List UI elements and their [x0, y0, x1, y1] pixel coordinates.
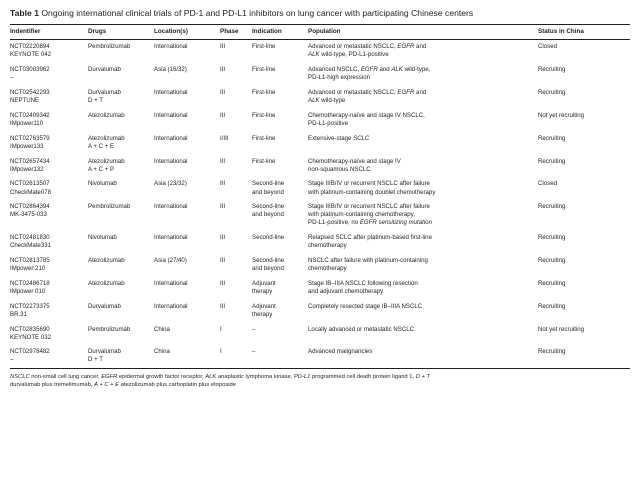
- cell-line: [308, 211, 534, 219]
- cell-identifier: [10, 86, 88, 109]
- identifier-line: NCT02613507: [10, 180, 50, 188]
- location-line: China: [154, 348, 170, 356]
- cell-status: Recruiting: [538, 302, 566, 310]
- plain-text: Chemotherapy-naïve and stage IV NSCLC,: [308, 111, 425, 119]
- emphasis-text: EGFR sensitizing mutation: [359, 219, 432, 227]
- indication-line: therapy: [252, 310, 273, 318]
- cell-population: [308, 299, 538, 322]
- cell-identifier: [10, 299, 88, 322]
- cell-line: [308, 158, 534, 166]
- plain-text: Relapsed SCLC after platinum-based first-line: [308, 234, 432, 242]
- cell-indication: [252, 277, 308, 300]
- cell-line: [308, 89, 534, 97]
- indication-line: Second-line: [252, 180, 285, 188]
- plain-text: with platinum-containing doublet chemotherapy: [308, 188, 436, 196]
- location-line: Asia (16/32): [154, 66, 187, 74]
- cell-phase: III: [220, 43, 226, 51]
- drug-line: Atezolizumab: [88, 134, 125, 142]
- cell-indication: [252, 299, 308, 322]
- plain-text: wild-type,: [402, 66, 431, 74]
- drug-line: D + T: [88, 97, 103, 105]
- identifier-line: NCT03003962: [10, 66, 50, 74]
- emphasis-text: NSCLC: [10, 373, 30, 380]
- drug-line: Nivolumab: [88, 234, 117, 242]
- cell-indication: [252, 131, 308, 154]
- emphasis-text: ALK: [308, 97, 320, 105]
- cell-drugs: [88, 322, 154, 345]
- column-header-locations: Location(s): [154, 24, 220, 39]
- cell-line: [308, 51, 534, 59]
- cell-phase: III: [220, 180, 226, 188]
- plain-text: Stage IB–IIIA NSCLC following resection: [308, 279, 418, 287]
- cell-phase: III: [220, 302, 226, 310]
- cell-status: Recruiting: [538, 257, 566, 265]
- cell-line: [308, 303, 534, 311]
- emphasis-text: ALK: [308, 51, 320, 59]
- cell-line: [308, 288, 534, 296]
- cell-indication: [252, 322, 308, 345]
- plain-text: non-squamous NSCLC: [308, 165, 371, 173]
- cell-identifier: [10, 254, 88, 277]
- plain-text: with platinum-containing chemotherapy,: [308, 211, 415, 219]
- cell-status: Not yet recruiting: [538, 325, 585, 333]
- cell-drugs: [88, 277, 154, 300]
- cell-locations: [154, 131, 220, 154]
- cell-status: Recruiting: [538, 234, 566, 242]
- cell-line: [308, 280, 534, 288]
- drug-line: Pembrolizumab: [88, 203, 131, 211]
- cell-indication: [252, 40, 308, 63]
- cell-line: [308, 203, 534, 211]
- identifier-line: NCT02813785: [10, 257, 50, 265]
- location-line: International: [154, 203, 188, 211]
- cell-line: [308, 326, 534, 334]
- cell-phase: III: [220, 279, 226, 287]
- identifier-line: –: [10, 74, 14, 82]
- cell-indication: [252, 200, 308, 231]
- table-row: [10, 177, 630, 200]
- table-caption: [10, 8, 630, 19]
- cell-line: [308, 180, 534, 188]
- plain-text: non-small cell lung cancer,: [29, 373, 102, 380]
- emphasis-text: D + T: [415, 373, 431, 380]
- cell-indication: [252, 63, 308, 86]
- cell-indication: [252, 109, 308, 132]
- identifier-line: IMpower110: [10, 119, 44, 127]
- cell-indication: [252, 86, 308, 109]
- drug-line: Durvalumab: [88, 89, 121, 97]
- identifier-line: NCT02657434: [10, 157, 50, 165]
- table-row: [10, 86, 630, 109]
- column-header-identifier: Indentifier: [10, 24, 88, 39]
- cell-locations: [154, 345, 220, 368]
- indication-line: –: [252, 348, 256, 356]
- location-line: International: [154, 111, 188, 119]
- cell-phase: I: [220, 325, 222, 333]
- plain-text: Completely resected stage IB–IIIA NSCLC: [308, 302, 423, 310]
- cell-phase: III: [220, 157, 226, 165]
- identifier-line: NEPTUNE: [10, 97, 40, 105]
- identifier-line: NCT02864394: [10, 203, 50, 211]
- plain-text: Advanced malignancies: [308, 348, 373, 356]
- cell-line: [308, 97, 534, 105]
- table-footnotes: [10, 373, 630, 389]
- table-row: [10, 109, 630, 132]
- plain-text: and: [377, 66, 392, 74]
- cell-indication: [252, 177, 308, 200]
- identifier-line: CheckMate078: [10, 188, 51, 196]
- plain-text: Stage IIIB/IV or recurrent NSCLC after failure: [308, 180, 430, 188]
- cell-drugs: [88, 254, 154, 277]
- column-header-indication: Indication: [252, 24, 308, 39]
- plain-text: atezolizumab plus carboplatin plus etoposide: [119, 381, 236, 388]
- drug-line: D + T: [88, 356, 103, 364]
- location-line: International: [154, 302, 188, 310]
- plain-text: chemotherapy: [308, 265, 347, 273]
- drug-line: A + C + E: [88, 142, 115, 150]
- location-line: International: [154, 234, 188, 242]
- cell-identifier: [10, 200, 88, 231]
- cell-status: Recruiting: [538, 345, 630, 368]
- emphasis-text: EGFR: [360, 66, 378, 74]
- location-line: International: [154, 89, 188, 97]
- plain-text: programmed cell death protein ligand 1,: [310, 373, 416, 380]
- cell-line: [308, 219, 534, 227]
- cell-population: [308, 63, 538, 86]
- cell-indication: [252, 231, 308, 254]
- location-line: International: [154, 134, 188, 142]
- indication-line: First-line: [252, 111, 276, 119]
- cell-line: [308, 257, 534, 265]
- table-header-row: [10, 24, 630, 39]
- identifier-line: NCT02481830: [10, 234, 50, 242]
- emphasis-text: EGFR: [397, 43, 415, 51]
- plain-text: chemotherapy: [308, 242, 347, 250]
- cell-line: [308, 120, 534, 128]
- table-row: [10, 231, 630, 254]
- cell-population: [308, 345, 538, 368]
- indication-line: First-line: [252, 43, 276, 51]
- cell-identifier: [10, 277, 88, 300]
- table-body: [10, 40, 630, 369]
- table-row: [10, 254, 630, 277]
- plain-text: PD-L1-high expression: [308, 74, 370, 82]
- plain-text: Chemotherapy-naïve and stage IV: [308, 157, 401, 165]
- plain-text: PD-L1-positive, no: [308, 219, 360, 227]
- indication-line: Adjuvant: [252, 302, 276, 310]
- indication-line: Adjuvant: [252, 279, 276, 287]
- cell-status: Recruiting: [538, 157, 566, 165]
- cell-locations: [154, 109, 220, 132]
- cell-locations: [154, 154, 220, 177]
- location-line: Asia (23/32): [154, 180, 187, 188]
- cell-locations: [154, 86, 220, 109]
- cell-status: Recruiting: [538, 89, 566, 97]
- cell-population: [308, 131, 538, 154]
- plain-text: Stage IIIB/IV or recurrent NSCLC after failure: [308, 203, 430, 211]
- identifier-line: –: [10, 356, 14, 364]
- cell-status: Not yet recruiting: [538, 111, 585, 119]
- cell-indication: [252, 254, 308, 277]
- cell-population: [308, 322, 538, 345]
- cell-drugs: [88, 231, 154, 254]
- identifier-line: BR.31: [10, 310, 27, 318]
- cell-drugs: [88, 299, 154, 322]
- cell-phase: I/III: [220, 134, 229, 142]
- cell-line: [308, 189, 534, 197]
- emphasis-text: A + C + E: [94, 381, 120, 388]
- cell-line: [308, 166, 534, 174]
- cell-identifier: [10, 109, 88, 132]
- identifier-line: NCT02220894: [10, 43, 50, 51]
- cell-locations: [154, 63, 220, 86]
- cell-population: [308, 231, 538, 254]
- cell-indication: [252, 345, 308, 368]
- table-row: [10, 40, 630, 63]
- drug-line: Pembrolizumab: [88, 43, 131, 51]
- cell-population: [308, 86, 538, 109]
- table-header: [10, 24, 630, 39]
- emphasis-text: SCLC: [353, 134, 370, 142]
- cell-line: [308, 74, 534, 82]
- location-line: International: [154, 157, 188, 165]
- cell-locations: [154, 277, 220, 300]
- table-row: [10, 345, 630, 368]
- cell-identifier: [10, 131, 88, 154]
- table-row: [10, 63, 630, 86]
- cell-locations: [154, 200, 220, 231]
- plain-text: NSCLC after failure with platinum-containing: [308, 257, 428, 265]
- emphasis-text: EGFR: [101, 373, 118, 380]
- cell-phase: III: [220, 66, 226, 74]
- cell-population: [308, 277, 538, 300]
- cell-line: [308, 135, 534, 143]
- emphasis-text: PD-L1: [293, 373, 311, 380]
- cell-locations: [154, 322, 220, 345]
- cell-drugs: [88, 177, 154, 200]
- identifier-line: NCT02409342: [10, 111, 50, 119]
- drug-line: Nivolumab: [88, 180, 117, 188]
- table-row: [10, 131, 630, 154]
- identifier-line: IMpower133: [10, 142, 44, 150]
- identifier-line: KEYNOTE 032: [10, 333, 51, 341]
- plain-text: Locally advanced or metastatic NSCLC: [308, 325, 415, 333]
- cell-identifier: [10, 177, 88, 200]
- drug-line: Atezolizumab: [88, 157, 125, 165]
- identifier-line: IMpower 210: [10, 265, 46, 273]
- column-header-status: Status in China: [538, 24, 630, 39]
- identifier-line: NCT02763579: [10, 134, 50, 142]
- cell-drugs: [88, 109, 154, 132]
- identifier-line: KEYNOTE 042: [10, 51, 51, 59]
- drug-line: Durvalumab: [88, 348, 121, 356]
- cell-phase: III: [220, 203, 226, 211]
- plain-text: wild-type: [319, 97, 346, 105]
- location-line: China: [154, 325, 170, 333]
- cell-drugs: [88, 86, 154, 109]
- drug-line: Durvalumab: [88, 66, 121, 74]
- drug-line: Atezolizumab: [88, 257, 125, 265]
- footnote-line: [10, 381, 630, 389]
- cell-identifier: [10, 322, 88, 345]
- cell-drugs: [88, 131, 154, 154]
- cell-indication: [252, 154, 308, 177]
- indication-line: First-line: [252, 157, 276, 165]
- indication-line: and beyond: [252, 188, 284, 196]
- identifier-line: CheckMate331: [10, 242, 51, 250]
- cell-identifier: [10, 40, 88, 63]
- indication-line: Second-line: [252, 203, 285, 211]
- cell-locations: [154, 177, 220, 200]
- table-row: [10, 322, 630, 345]
- cell-drugs: [88, 154, 154, 177]
- indication-line: Second-line: [252, 257, 285, 265]
- column-header-phase: Phase: [220, 24, 252, 39]
- cell-identifier: [10, 231, 88, 254]
- cell-status: Closed: [538, 43, 557, 51]
- cell-line: [308, 112, 534, 120]
- identifier-line: IMpower 010: [10, 287, 46, 295]
- drug-line: Pembrolizumab: [88, 325, 131, 333]
- cell-line: [308, 265, 534, 273]
- cell-line: [308, 348, 534, 356]
- indication-line: and beyond: [252, 265, 284, 273]
- location-line: International: [154, 43, 188, 51]
- table-row: [10, 299, 630, 322]
- indication-line: First-line: [252, 134, 276, 142]
- drug-line: Atezolizumab: [88, 279, 125, 287]
- plain-text: and: [414, 43, 427, 51]
- cell-status: Closed: [538, 180, 557, 188]
- table-caption-text: Ongoing international clinical trials of PD-1 and PD-L1 inhibitors on lung cancer with participating Chinese centers: [41, 8, 474, 18]
- cell-locations: [154, 40, 220, 63]
- table-row: [10, 200, 630, 231]
- drug-line: A + C + P: [88, 165, 115, 173]
- cell-status: Recruiting: [538, 66, 566, 74]
- plain-text: Extensive-stage: [308, 134, 354, 142]
- cell-locations: [154, 231, 220, 254]
- identifier-line: NCT02835690: [10, 325, 50, 333]
- indication-line: and beyond: [252, 211, 284, 219]
- cell-line: [308, 234, 534, 242]
- cell-phase: III: [220, 89, 226, 97]
- cell-drugs: [88, 63, 154, 86]
- table-caption-label: Table 1: [10, 8, 39, 18]
- plain-text: Advanced or metastatic NSCLC,: [308, 43, 398, 51]
- cell-status: Recruiting: [538, 279, 566, 287]
- plain-text: and: [414, 89, 427, 97]
- identifier-line: NCT02273375: [10, 302, 50, 310]
- plain-text: anaplastic lymphoma kinase,: [216, 373, 294, 380]
- emphasis-text: EGFR: [397, 89, 415, 97]
- cell-line: [308, 43, 534, 51]
- indication-line: –: [252, 325, 256, 333]
- cell-locations: [154, 254, 220, 277]
- cell-phase: III: [220, 257, 226, 265]
- cell-identifier: [10, 345, 88, 368]
- cell-status: Recruiting: [538, 134, 566, 142]
- indication-line: First-line: [252, 89, 276, 97]
- cell-line: [308, 66, 534, 74]
- identifier-line: IMpower132: [10, 165, 44, 173]
- cell-locations: [154, 299, 220, 322]
- plain-text: Advanced NSCLC,: [308, 66, 361, 74]
- cell-population: [308, 109, 538, 132]
- clinical-trials-table: [10, 24, 630, 369]
- emphasis-text: ALK: [205, 373, 217, 380]
- plain-text: Advanced or metastatic NSCLC,: [308, 89, 398, 97]
- cell-line: [308, 242, 534, 250]
- identifier-line: NCT02978482: [10, 348, 50, 356]
- cell-phase: III: [220, 111, 226, 119]
- identifier-line: NCT02542293: [10, 89, 50, 97]
- plain-text: PD-L1-positive: [308, 119, 348, 127]
- cell-population: [308, 177, 538, 200]
- cell-drugs: [88, 40, 154, 63]
- drug-line: Durvalumab: [88, 302, 121, 310]
- identifier-line: MK-3475-033: [10, 211, 47, 219]
- column-header-drugs: Drugs: [88, 24, 154, 39]
- footnote-line: [10, 373, 630, 381]
- column-header-population: Population: [308, 24, 538, 39]
- plain-text: epidermal growth factor receptor,: [117, 373, 206, 380]
- location-line: International: [154, 279, 188, 287]
- cell-identifier: [10, 154, 88, 177]
- cell-population: [308, 254, 538, 277]
- indication-line: Second-line: [252, 234, 285, 242]
- cell-population: [308, 40, 538, 63]
- cell-drugs: [88, 200, 154, 231]
- plain-text: wild-type, PD-L1-positive: [319, 51, 389, 59]
- drug-line: Atezolizumab: [88, 111, 125, 119]
- indication-line: therapy: [252, 287, 273, 295]
- cell-drugs: [88, 345, 154, 368]
- location-line: Asia (27/40): [154, 257, 187, 265]
- cell-identifier: [10, 63, 88, 86]
- cell-phase: I: [220, 345, 252, 368]
- cell-status: Recruiting: [538, 203, 566, 211]
- identifier-line: NCT02486718: [10, 279, 50, 287]
- cell-phase: III: [220, 234, 226, 242]
- cell-population: [308, 154, 538, 177]
- plain-text: durvalumab plus tremelimumab,: [10, 381, 95, 388]
- emphasis-text: ALK: [391, 66, 403, 74]
- plain-text: and adjuvant chemotherapy: [308, 287, 384, 295]
- table-row: [10, 154, 630, 177]
- cell-population: [308, 200, 538, 231]
- table-row: [10, 277, 630, 300]
- indication-line: First-line: [252, 66, 276, 74]
